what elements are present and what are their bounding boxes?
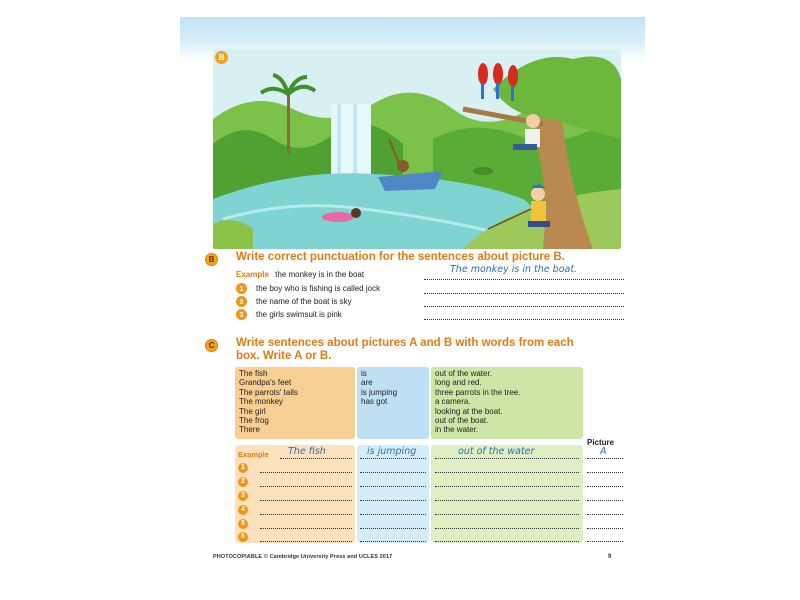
answer-line-2[interactable] — [424, 296, 624, 307]
section-b-heading: Write correct punctuation for the sentences about picture B. — [236, 251, 565, 263]
subject-word: There — [239, 425, 260, 435]
picture-answer-line[interactable] — [587, 499, 623, 501]
item-sentence: the boy who is fishing is called jock — [256, 284, 381, 293]
verb-answer-line[interactable] — [360, 540, 426, 542]
ending-phrase: out of the water. — [435, 369, 492, 378]
section-b-item-2 — [236, 296, 352, 307]
verbs-box — [357, 367, 429, 439]
subjects-box — [235, 367, 355, 439]
endings-box — [431, 367, 583, 439]
example-picture-line — [587, 457, 623, 459]
subject-word: The parrots' tails — [239, 387, 298, 397]
section-b-item-3 — [236, 309, 342, 320]
ending-phrase: out of the boat. — [435, 416, 489, 426]
ending-phrase: three parrots in the tree. — [435, 387, 521, 397]
answer-line-1[interactable] — [424, 283, 624, 294]
subject-answer-line[interactable] — [260, 485, 352, 487]
row-number-badge: 6 — [238, 532, 248, 542]
picture-answer-line[interactable] — [587, 540, 623, 542]
item-number-badge: 1 — [236, 283, 247, 294]
picture-column-label: Picture — [587, 438, 615, 447]
ending-answer-line[interactable] — [435, 527, 579, 529]
row-number-badge: 3 — [238, 491, 248, 501]
subject-word: The monkey — [239, 397, 284, 407]
subject-word: The frog — [239, 416, 269, 426]
example-ending-line — [435, 457, 579, 459]
row-number-badge: 1 — [238, 463, 248, 473]
verb-word: has got — [361, 397, 388, 407]
subject-answer-line[interactable] — [260, 499, 352, 501]
subject-word: The fish — [239, 369, 268, 378]
subject-word: The girl — [239, 406, 266, 416]
illustration-svg — [213, 49, 621, 249]
picture-answer-line[interactable] — [587, 485, 623, 487]
picture-answer-line[interactable] — [587, 527, 623, 529]
example-subject-handwritten: The fish — [288, 446, 326, 457]
ending-phrase: a camera. — [435, 397, 471, 407]
ending-answer-line[interactable] — [435, 499, 579, 501]
example-subject-line — [280, 457, 352, 459]
example-verb-handwritten: is jumping — [367, 446, 417, 457]
item-number-badge: 2 — [236, 296, 247, 307]
example-label: Example — [236, 270, 269, 279]
subject-answer-line[interactable] — [260, 540, 352, 542]
section-c-heading-line2: box. Write A or B. — [236, 350, 332, 362]
verb-word: are — [361, 378, 373, 388]
ending-answer-line[interactable] — [435, 471, 579, 473]
picture-answer-line[interactable] — [587, 471, 623, 473]
row-number-badge: 2 — [238, 477, 248, 487]
subject-answer-line[interactable] — [260, 471, 352, 473]
verb-word: is jumping — [361, 387, 398, 397]
example-sentence: the monkey is in the boat — [275, 270, 365, 279]
item-number-badge: 3 — [236, 309, 247, 320]
picture-b-badge: B — [215, 51, 228, 64]
ending-answer-line[interactable] — [435, 540, 579, 542]
item-sentence: the girls swimsuit is pink — [256, 310, 342, 319]
subject-word: Grandpa's feet — [239, 378, 292, 388]
answer-line-3[interactable] — [424, 309, 624, 320]
ending-phrase: in the water. — [435, 425, 479, 435]
section-c-badge: C — [205, 339, 218, 352]
row-number-badge: 5 — [238, 519, 248, 529]
verb-answer-line[interactable] — [360, 471, 426, 473]
picture-answer-line[interactable] — [587, 513, 623, 515]
section-b-item-1 — [236, 283, 380, 294]
section-b-badge: B — [205, 253, 218, 266]
verb-answer-line[interactable] — [360, 513, 426, 515]
copyright-footer: PHOTOCOPIABLE © Cambridge University Press and UCLES 2017 — [213, 554, 393, 560]
verb-answer-line[interactable] — [360, 485, 426, 487]
worksheet-page — [180, 17, 645, 572]
ending-answer-line[interactable] — [435, 485, 579, 487]
subject-answer-line[interactable] — [260, 513, 352, 515]
section-c-heading-line1: Write sentences about pictures A and B with words from each — [236, 337, 574, 349]
row-number-badge: 4 — [238, 505, 248, 515]
example-picture-handwritten: A — [600, 446, 607, 457]
example-ending-handwritten: out of the water — [458, 446, 535, 457]
ending-answer-line[interactable] — [435, 513, 579, 515]
verb-word: is — [361, 369, 367, 378]
example-answer-handwritten: The monkey is in the boat. — [450, 264, 578, 275]
jungle-river-illustration — [213, 49, 621, 249]
section-b-example-row — [236, 269, 364, 280]
subject-answer-line[interactable] — [260, 527, 352, 529]
example-verb-line — [360, 457, 426, 459]
item-sentence: the name of the boat is sky — [256, 297, 352, 306]
verb-answer-line[interactable] — [360, 527, 426, 529]
ending-phrase: looking at the boat. — [435, 406, 503, 416]
ending-phrase: long and red. — [435, 378, 482, 388]
section-c-example-label: Example — [238, 450, 269, 459]
verb-answer-line[interactable] — [360, 499, 426, 501]
page-number: 9 — [608, 554, 612, 560]
